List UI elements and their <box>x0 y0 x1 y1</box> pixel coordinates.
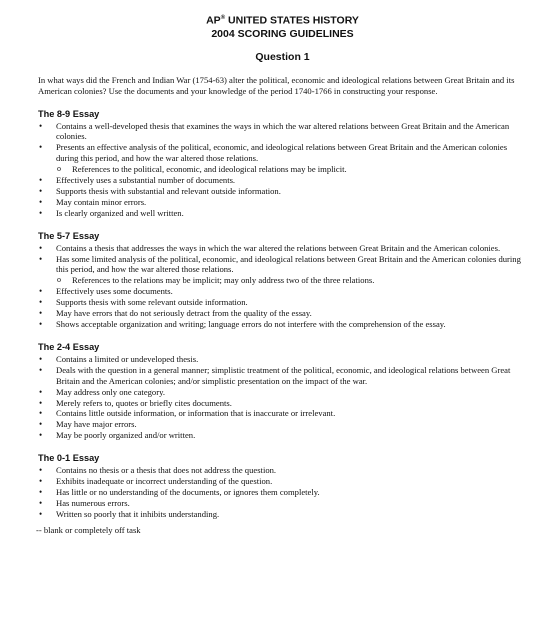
section-title: The 8-9 Essay <box>38 108 100 119</box>
list-item: • Effectively uses a substantial number of documents. <box>38 175 527 186</box>
list-item: • Written so poorly that it inhibits understanding. <box>38 509 527 520</box>
list-item: • Effectively uses some documents. <box>38 286 527 297</box>
list-item: • Is clearly organized and well written. <box>38 208 527 219</box>
document-header <box>38 12 527 64</box>
list-item: • Shows acceptable organization and writing; language errors do not interfere with the comprehension of the essay. <box>38 319 527 330</box>
section-title: The 0-1 Essay <box>38 453 100 464</box>
list-item: • Contains a well-developed thesis that examines the ways in which the war altered relations between Great Britain and the American colonies. <box>38 121 527 143</box>
section-0-1 <box>38 453 527 520</box>
list-item-text: Has some limited analysis of the political, economic, and ideological relations between Great Britain and the American colonies during this period, and how the war altered those relations. <box>56 253 521 275</box>
list-item <box>38 142 527 175</box>
section-title: The 2-4 Essay <box>38 341 100 352</box>
list-item: • Contains a limited or undeveloped thesis. <box>38 354 527 365</box>
list-item: • Has little or no understanding of the documents, or ignores them completely. <box>38 487 527 498</box>
course-title-suffix: UNITED STATES HISTORY <box>225 14 359 27</box>
list-item: • May have errors that do not seriously detract from the quality of the essay. <box>38 308 527 319</box>
question-number: Question 1 <box>255 50 310 63</box>
list-item: • May have major errors. <box>38 419 527 430</box>
list-item <box>38 254 527 287</box>
list-item: • May be poorly organized and/or written. <box>38 430 527 441</box>
criteria-list <box>38 354 527 441</box>
course-title <box>38 12 527 28</box>
sub-list <box>56 275 527 286</box>
list-item-text: Presents an effective analysis of the political, economic, and ideological relations between Great Britain and the American colonies during this period, and how the war altered those relations. <box>56 142 508 164</box>
section-8-9 <box>38 109 527 219</box>
list-item: • Exhibits inadequate or incorrect understanding of the question. <box>38 476 527 487</box>
criteria-list <box>38 243 527 330</box>
list-item: • Contains little outside information, or information that is inaccurate or irrelevant. <box>38 408 527 419</box>
list-item: • Merely refers to, quotes or briefly cites documents. <box>38 398 527 409</box>
list-item: • Supports thesis with some relevant outside information. <box>38 297 527 308</box>
sub-list-item: o References to the political, economic, and ideological relations may be implicit. <box>56 164 527 175</box>
section-title: The 5-7 Essay <box>38 230 100 241</box>
list-item: • May contain minor errors. <box>38 197 527 208</box>
criteria-list <box>38 121 527 219</box>
blank-off-task-note: -- blank or completely off task <box>36 524 141 535</box>
sub-list <box>56 164 527 175</box>
sub-list-item: o References to the relations may be implicit; may only address two of the three relations. <box>56 275 527 286</box>
list-item: • Contains no thesis or a thesis that does not address the question. <box>38 465 527 476</box>
section-5-7 <box>38 231 527 330</box>
question-prompt: In what ways did the French and Indian War (1754-63) alter the political, economic and ideological relations between Great Britain and its American colonies? Use the documents and your knowledge of the period 1740-1766 in constructing your response. <box>38 74 515 96</box>
document-subtitle: 2004 SCORING GUIDELINES <box>211 27 354 40</box>
list-item: • Has numerous errors. <box>38 498 527 509</box>
course-title-prefix: AP <box>206 14 221 27</box>
list-item: • Contains a thesis that addresses the ways in which the war altered the relations between Great Britain and the American colonies. <box>38 243 527 254</box>
list-item: • May address only one category. <box>38 387 527 398</box>
list-item: • Deals with the question in a general manner; simplistic treatment of the political, economic, and ideological relations between Great Britain and the American colonies; and/or simplistic presentation on the impact of the war. <box>38 365 527 387</box>
list-item: • Supports thesis with substantial and relevant outside information. <box>38 186 527 197</box>
section-2-4 <box>38 342 527 441</box>
registered-mark: ® <box>220 15 226 21</box>
criteria-list <box>38 465 527 520</box>
